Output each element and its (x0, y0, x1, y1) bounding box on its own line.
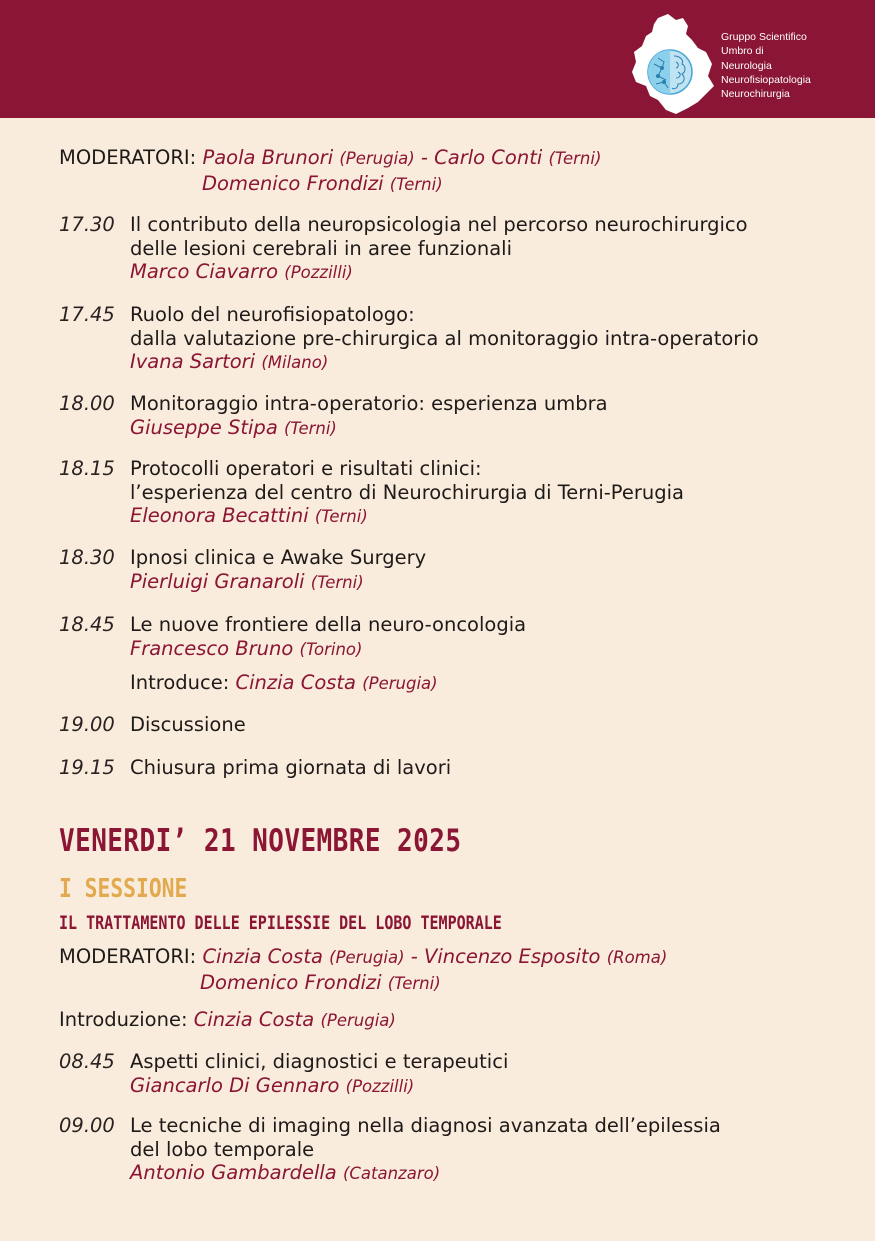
speaker-name: Giancarlo Di Gennaro (130, 1073, 340, 1097)
item-time: 08.45 (59, 1050, 115, 1073)
speaker-name: Pierluigi Granaroli (130, 569, 305, 593)
item-title: Protocolli operatori e risultati clinici: (130, 457, 482, 480)
item-title: Ipnosi clinica e Awake Surgery (130, 546, 427, 569)
separator: - (420, 146, 428, 169)
item-time: 18.45 (59, 613, 115, 636)
item-time: 17.45 (59, 303, 115, 326)
introduce-name: Cinzia Costa (235, 671, 357, 694)
item-title: Le tecniche di imaging nella diagnosi avanzata dell’epilessia (130, 1114, 721, 1137)
item-time: 09.00 (59, 1114, 115, 1137)
introduction-line (59, 1007, 396, 1033)
speaker-city: (Terni) (283, 418, 337, 438)
moderators-label: MODERATORI: (59, 945, 197, 968)
moderator-city: (Terni) (389, 175, 443, 194)
moderators-block-2 (59, 944, 667, 996)
item-title: Monitoraggio intra-operatorio: esperienza umbra (130, 392, 608, 415)
moderator-city: (Roma) (606, 948, 668, 967)
org-line: Umbro di (721, 45, 764, 58)
moderator-city: (Terni) (548, 149, 602, 168)
day-title: VENERDI’ 21 NOVEMBRE 2025 (59, 823, 462, 859)
header-banner (0, 0, 875, 118)
moderator-name: Domenico Frondizi (200, 971, 382, 994)
item-time: 18.30 (59, 546, 115, 569)
speaker-name: Marco Ciavarro (130, 260, 279, 283)
speaker-name: Eleonora Becattini (130, 504, 309, 527)
speaker-city: (Terni) (310, 572, 364, 592)
speaker-city: (Pozzilli) (284, 263, 353, 282)
item-title: del lobo temporale (130, 1137, 315, 1161)
org-line: Gruppo Scientifico (721, 31, 807, 43)
moderators-label: MODERATORI: (59, 146, 197, 169)
moderator-city: (Perugia) (329, 948, 405, 967)
introduction-city: (Perugia) (320, 1011, 396, 1030)
speaker-city: (Catanzaro) (342, 1164, 441, 1183)
moderator-name: Carlo Conti (434, 146, 543, 169)
speaker-city: (Milano) (261, 353, 329, 372)
speaker-city: (Terni) (314, 507, 368, 526)
speaker-city: (Pozzilli) (345, 1076, 415, 1096)
speaker-name: Giuseppe Stipa (130, 415, 278, 439)
item-title: delle lesioni cerebrali in aree funzionali (130, 236, 513, 260)
moderator-name: Vincenzo Esposito (423, 945, 601, 968)
item-title: Le nuove frontiere della neuro-oncologia (130, 613, 527, 636)
item-title: l’esperienza del centro di Neurochirurgia di Terni-Perugia (130, 480, 684, 504)
moderator-name: Cinzia Costa (202, 945, 323, 968)
session-subtitle: IL TRATTAMENTO DELLE EPILESSIE DEL LOBO TEMPORALE (59, 912, 502, 934)
separator: - (410, 945, 418, 968)
org-line: Neurologia (721, 59, 772, 72)
speaker-name: Antonio Gambardella (130, 1161, 337, 1184)
org-line: Neurofisiopatologia (721, 73, 811, 86)
org-line: Neurochirurgia (721, 88, 790, 101)
item-title: Il contributo della neuropsicologia nel percorso neurochirurgico (130, 213, 748, 236)
introduce-label: Introduce: (130, 671, 230, 694)
moderator-name: Paola Brunori (202, 146, 334, 169)
speaker-name: Francesco Bruno (130, 636, 294, 660)
organization-name (721, 30, 811, 101)
introduce-city: (Perugia) (362, 674, 438, 693)
item-title: Aspetti clinici, diagnostici e terapeutici (130, 1050, 509, 1073)
speaker-city: (Torino) (299, 639, 363, 659)
moderator-city: (Perugia) (339, 149, 415, 168)
moderator-name: Domenico Frondizi (202, 172, 384, 195)
item-title: Chiusura prima giornata di lavori (130, 756, 452, 779)
item-time: 18.00 (59, 392, 115, 415)
speaker-name: Ivana Sartori (130, 350, 256, 373)
session-title: I SESSIONE (59, 874, 188, 904)
introduction-name: Cinzia Costa (193, 1008, 315, 1031)
item-title: dalla valutazione pre-chirurgica al monitoraggio intra-operatorio (130, 326, 759, 350)
item-time: 19.00 (59, 713, 115, 736)
item-title: Ruolo del neurofisiopatologo: (130, 303, 415, 326)
umbria-brain-logo-icon (628, 12, 718, 116)
introduction-label: Introduzione: (59, 1008, 188, 1031)
item-time: 19.15 (59, 756, 115, 779)
item-time: 17.30 (59, 213, 115, 236)
moderators-block-1 (59, 145, 601, 197)
item-title: Discussione (130, 713, 246, 736)
moderator-city: (Terni) (387, 974, 441, 993)
item-time: 18.15 (59, 457, 115, 480)
